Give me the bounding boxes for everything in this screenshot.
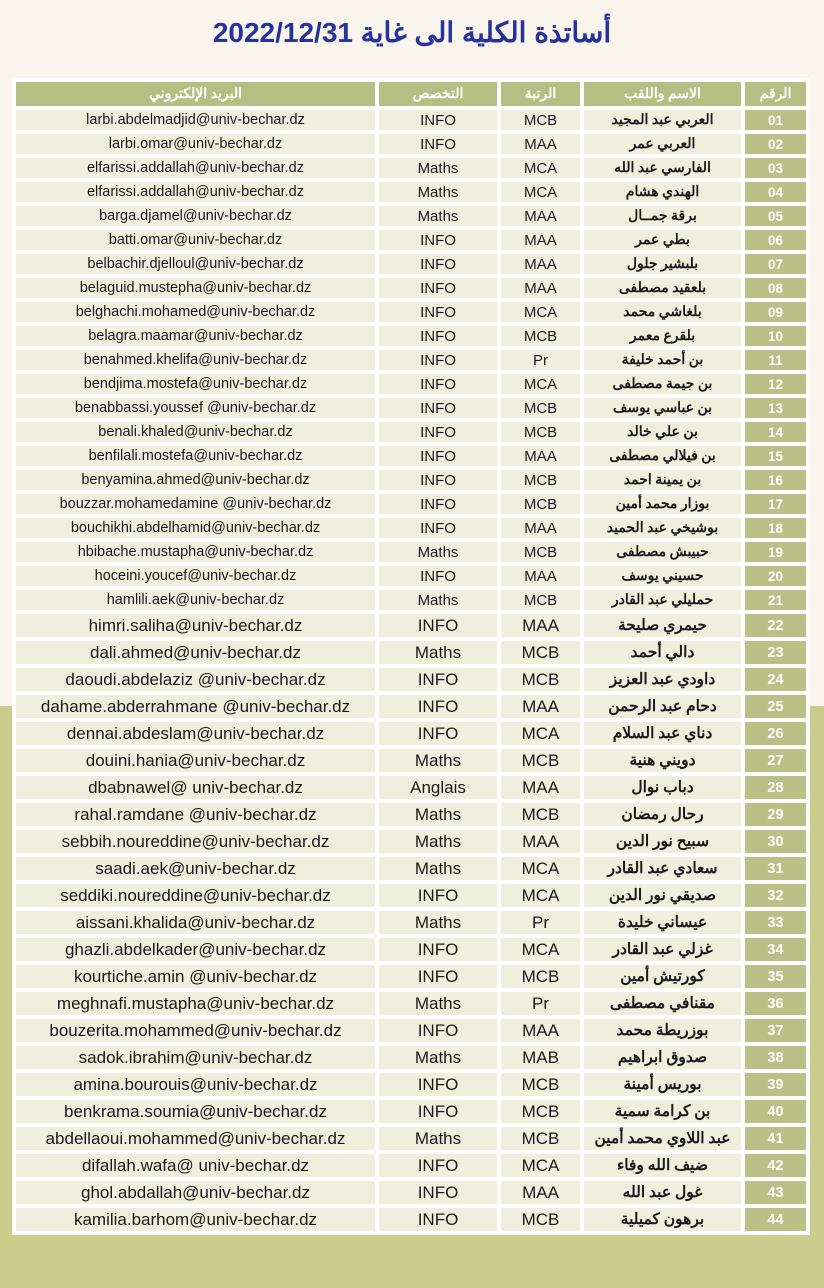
table-row: [16, 1100, 806, 1123]
name-cell: ضيف الله وفاء: [584, 1154, 741, 1177]
name-cell: دباب نوال: [584, 776, 741, 799]
row-number-cell: 16: [745, 470, 806, 490]
rank-cell: MCB: [501, 590, 580, 610]
specialty-cell: INFO: [379, 884, 497, 907]
name-cell: دالي أحمد: [584, 641, 741, 664]
table-row: [16, 230, 806, 250]
specialty-cell: Maths: [379, 803, 497, 826]
email-cell: abdellaoui.mohammed@univ-bechar.dz: [16, 1127, 375, 1150]
rank-cell: MCB: [501, 398, 580, 418]
specialty-cell: Maths: [379, 641, 497, 664]
email-cell: aissani.khalida@univ-bechar.dz: [16, 911, 375, 934]
email-cell: hoceini.youcef@univ-bechar.dz: [16, 566, 375, 586]
specialty-cell: INFO: [379, 566, 497, 586]
row-number-cell: 05: [745, 206, 806, 226]
table-row: [16, 938, 806, 961]
table-row: [16, 1208, 806, 1231]
email-cell: larbi.omar@univ-bechar.dz: [16, 134, 375, 154]
table-row: [16, 1073, 806, 1096]
email-cell: hbibache.mustapha@univ-bechar.dz: [16, 542, 375, 562]
email-cell: sebbih.noureddine@univ-bechar.dz: [16, 830, 375, 853]
row-number-cell: 42: [745, 1154, 806, 1177]
email-cell: saadi.aek@univ-bechar.dz: [16, 857, 375, 880]
rank-cell: Pr: [501, 911, 580, 934]
specialty-cell: INFO: [379, 1019, 497, 1042]
email-cell: belbachir.djelloul@univ-bechar.dz: [16, 254, 375, 274]
specialty-cell: INFO: [379, 518, 497, 538]
table-row: [16, 1019, 806, 1042]
rank-cell: MCB: [501, 749, 580, 772]
table-row: [16, 1046, 806, 1069]
name-cell: العربي عبد المجيد: [584, 110, 741, 130]
row-number-cell: 38: [745, 1046, 806, 1069]
specialty-cell: INFO: [379, 422, 497, 442]
row-number-cell: 41: [745, 1127, 806, 1150]
specialty-cell: INFO: [379, 938, 497, 961]
rank-cell: MCB: [501, 1127, 580, 1150]
email-cell: hamlili.aek@univ-bechar.dz: [16, 590, 375, 610]
rank-cell: MAB: [501, 1046, 580, 1069]
email-cell: meghnafi.mustapha@univ-bechar.dz: [16, 992, 375, 1015]
email-cell: benahmed.khelifa@univ-bechar.dz: [16, 350, 375, 370]
email-cell: douini.hania@univ-bechar.dz: [16, 749, 375, 772]
rank-cell: MCB: [501, 422, 580, 442]
header-rank: الرتبة: [501, 82, 580, 106]
name-cell: بوشيخي عبد الحميد: [584, 518, 741, 538]
rank-cell: MAA: [501, 230, 580, 250]
row-number-cell: 21: [745, 590, 806, 610]
name-cell: صديقي نور الدين: [584, 884, 741, 907]
email-cell: himri.saliha@univ-bechar.dz: [16, 614, 375, 637]
name-cell: صدوق ابراهيم: [584, 1046, 741, 1069]
table-row: [16, 182, 806, 202]
table-row: [16, 374, 806, 394]
name-cell: بلقرع معمر: [584, 326, 741, 346]
rank-cell: MCB: [501, 470, 580, 490]
table-row: [16, 857, 806, 880]
table-row: [16, 884, 806, 907]
table-row: [16, 518, 806, 538]
specialty-cell: INFO: [379, 965, 497, 988]
email-cell: rahal.ramdane @univ-bechar.dz: [16, 803, 375, 826]
name-cell: حبيبش مصطفى: [584, 542, 741, 562]
rank-cell: MAA: [501, 134, 580, 154]
name-cell: بوزار محمد أمين: [584, 494, 741, 514]
specialty-cell: INFO: [379, 1208, 497, 1231]
table-row: [16, 776, 806, 799]
row-number-cell: 36: [745, 992, 806, 1015]
header-number: الرقم: [745, 82, 806, 106]
rank-cell: MCB: [501, 803, 580, 826]
rank-cell: MCA: [501, 374, 580, 394]
table-row: [16, 566, 806, 586]
name-cell: مقنافي مصطفى: [584, 992, 741, 1015]
rank-cell: MCB: [501, 641, 580, 664]
email-cell: benfilali.mostefa@univ-bechar.dz: [16, 446, 375, 466]
rank-cell: MCB: [501, 1073, 580, 1096]
rank-cell: MCA: [501, 857, 580, 880]
email-cell: belaguid.mustepha@univ-bechar.dz: [16, 278, 375, 298]
name-cell: بطي عمر: [584, 230, 741, 250]
specialty-cell: Maths: [379, 206, 497, 226]
specialty-cell: Maths: [379, 749, 497, 772]
rank-cell: MCB: [501, 1208, 580, 1231]
header-email: البريد الإلكتروني: [16, 82, 375, 106]
header-name: الاسم واللقب: [584, 82, 741, 106]
table-row: [16, 542, 806, 562]
row-number-cell: 34: [745, 938, 806, 961]
table-row: [16, 641, 806, 664]
table-row: [16, 302, 806, 322]
table-row: [16, 326, 806, 346]
rank-cell: MAA: [501, 446, 580, 466]
table-row: [16, 110, 806, 130]
name-cell: سبيح نور الدين: [584, 830, 741, 853]
table-row: [16, 1127, 806, 1150]
rank-cell: MCA: [501, 938, 580, 961]
table-row: [16, 668, 806, 691]
table-row: [16, 422, 806, 442]
email-cell: sadok.ibrahim@univ-bechar.dz: [16, 1046, 375, 1069]
name-cell: غول عبد الله: [584, 1181, 741, 1204]
row-number-cell: 17: [745, 494, 806, 514]
table-row: [16, 695, 806, 718]
email-cell: barga.djamel@univ-bechar.dz: [16, 206, 375, 226]
row-number-cell: 31: [745, 857, 806, 880]
specialty-cell: INFO: [379, 494, 497, 514]
specialty-cell: INFO: [379, 1100, 497, 1123]
name-cell: سعادي عبد القادر: [584, 857, 741, 880]
specialty-cell: Anglais: [379, 776, 497, 799]
email-cell: batti.omar@univ-bechar.dz: [16, 230, 375, 250]
name-cell: بن أحمد خليفة: [584, 350, 741, 370]
specialty-cell: INFO: [379, 278, 497, 298]
table-header-row: [16, 82, 806, 106]
specialty-cell: INFO: [379, 1181, 497, 1204]
rank-cell: MCA: [501, 158, 580, 178]
name-cell: بوزريطة محمد: [584, 1019, 741, 1042]
row-number-cell: 18: [745, 518, 806, 538]
name-cell: بلغاشي محمد: [584, 302, 741, 322]
email-cell: dahame.abderrahmane @univ-bechar.dz: [16, 695, 375, 718]
row-number-cell: 20: [745, 566, 806, 586]
specialty-cell: INFO: [379, 302, 497, 322]
specialty-cell: Maths: [379, 1127, 497, 1150]
name-cell: الفارسي عبد الله: [584, 158, 741, 178]
email-cell: bouzzar.mohamedamine @univ-bechar.dz: [16, 494, 375, 514]
name-cell: دويني هنية: [584, 749, 741, 772]
row-number-cell: 37: [745, 1019, 806, 1042]
rank-cell: Pr: [501, 350, 580, 370]
table-row: [16, 1154, 806, 1177]
specialty-cell: Maths: [379, 1046, 497, 1069]
rank-cell: MCA: [501, 1154, 580, 1177]
email-cell: benali.khaled@univ-bechar.dz: [16, 422, 375, 442]
row-number-cell: 33: [745, 911, 806, 934]
row-number-cell: 35: [745, 965, 806, 988]
rank-cell: MAA: [501, 278, 580, 298]
rank-cell: MCA: [501, 722, 580, 745]
specialty-cell: Maths: [379, 911, 497, 934]
specialty-cell: INFO: [379, 470, 497, 490]
row-number-cell: 22: [745, 614, 806, 637]
row-number-cell: 25: [745, 695, 806, 718]
rank-cell: MAA: [501, 776, 580, 799]
specialty-cell: Maths: [379, 542, 497, 562]
row-number-cell: 12: [745, 374, 806, 394]
rank-cell: MCA: [501, 182, 580, 202]
rank-cell: MCA: [501, 302, 580, 322]
rank-cell: MAA: [501, 254, 580, 274]
name-cell: رحال رمضان: [584, 803, 741, 826]
email-cell: difallah.wafa@ univ-bechar.dz: [16, 1154, 375, 1177]
specialty-cell: INFO: [379, 446, 497, 466]
name-cell: الهندي هشام: [584, 182, 741, 202]
table-row: [16, 992, 806, 1015]
name-cell: برهون كميلية: [584, 1208, 741, 1231]
name-cell: بن عباسي يوسف: [584, 398, 741, 418]
name-cell: حسيني يوسف: [584, 566, 741, 586]
rank-cell: MCB: [501, 110, 580, 130]
email-cell: elfarissi.addallah@univ-bechar.dz: [16, 158, 375, 178]
rank-cell: MCB: [501, 494, 580, 514]
rank-cell: MAA: [501, 695, 580, 718]
specialty-cell: Maths: [379, 857, 497, 880]
rank-cell: MAA: [501, 206, 580, 226]
name-cell: بلبشير جلول: [584, 254, 741, 274]
table-row: [16, 470, 806, 490]
row-number-cell: 03: [745, 158, 806, 178]
email-cell: bouzerita.mohammed@univ-bechar.dz: [16, 1019, 375, 1042]
specialty-cell: INFO: [379, 254, 497, 274]
name-cell: برقة جمــال: [584, 206, 741, 226]
page-title: أساتذة الكلية الى غاية 2022/12/31: [212, 17, 612, 48]
rank-cell: MAA: [501, 830, 580, 853]
specialty-cell: INFO: [379, 722, 497, 745]
specialty-cell: INFO: [379, 110, 497, 130]
header-specialty: التخصص: [379, 82, 497, 106]
row-number-cell: 06: [745, 230, 806, 250]
table-row: [16, 158, 806, 178]
table-row: [16, 911, 806, 934]
name-cell: بن كرامة سمية: [584, 1100, 741, 1123]
row-number-cell: 09: [745, 302, 806, 322]
specialty-cell: INFO: [379, 350, 497, 370]
email-cell: benyamina.ahmed@univ-bechar.dz: [16, 470, 375, 490]
email-cell: dennai.abdeslam@univ-bechar.dz: [16, 722, 375, 745]
email-cell: belghachi.mohamed@univ-bechar.dz: [16, 302, 375, 322]
name-cell: كورتيش أمين: [584, 965, 741, 988]
row-number-cell: 13: [745, 398, 806, 418]
table-row: [16, 614, 806, 637]
row-number-cell: 44: [745, 1208, 806, 1231]
name-cell: بن جيمة مصطفى: [584, 374, 741, 394]
email-cell: benabbassi.youssef @univ-bechar.dz: [16, 398, 375, 418]
rank-cell: MAA: [501, 518, 580, 538]
rank-cell: MCB: [501, 965, 580, 988]
table-row: [16, 350, 806, 370]
rank-cell: MCB: [501, 1100, 580, 1123]
email-cell: belagra.maamar@univ-bechar.dz: [16, 326, 375, 346]
name-cell: العربي عمر: [584, 134, 741, 154]
row-number-cell: 14: [745, 422, 806, 442]
rank-cell: MAA: [501, 566, 580, 586]
table-row: [16, 206, 806, 226]
specialty-cell: INFO: [379, 1073, 497, 1096]
email-cell: ghol.abdallah@univ-bechar.dz: [16, 1181, 375, 1204]
table-row: [16, 749, 806, 772]
specialty-cell: INFO: [379, 668, 497, 691]
email-cell: elfarissi.addallah@univ-bechar.dz: [16, 182, 375, 202]
row-number-cell: 24: [745, 668, 806, 691]
rank-cell: MCB: [501, 668, 580, 691]
row-number-cell: 28: [745, 776, 806, 799]
row-number-cell: 19: [745, 542, 806, 562]
specialty-cell: INFO: [379, 326, 497, 346]
name-cell: بلعقيد مصطفى: [584, 278, 741, 298]
email-cell: ghazli.abdelkader@univ-bechar.dz: [16, 938, 375, 961]
specialty-cell: INFO: [379, 614, 497, 637]
row-number-cell: 39: [745, 1073, 806, 1096]
row-number-cell: 11: [745, 350, 806, 370]
specialty-cell: INFO: [379, 398, 497, 418]
rank-cell: MAA: [501, 614, 580, 637]
name-cell: دناي عبد السلام: [584, 722, 741, 745]
email-cell: daoudi.abdelaziz @univ-bechar.dz: [16, 668, 375, 691]
row-number-cell: 02: [745, 134, 806, 154]
table-row: [16, 965, 806, 988]
name-cell: غزلي عبد القادر: [584, 938, 741, 961]
row-number-cell: 29: [745, 803, 806, 826]
row-number-cell: 27: [745, 749, 806, 772]
rank-cell: MAA: [501, 1019, 580, 1042]
table-row: [16, 722, 806, 745]
rank-cell: Pr: [501, 992, 580, 1015]
specialty-cell: Maths: [379, 992, 497, 1015]
email-cell: kamilia.barhom@univ-bechar.dz: [16, 1208, 375, 1231]
row-number-cell: 15: [745, 446, 806, 466]
name-cell: بن فيلالي مصطفى: [584, 446, 741, 466]
rank-cell: MCB: [501, 326, 580, 346]
table-row: [16, 1181, 806, 1204]
rank-cell: MCA: [501, 884, 580, 907]
row-number-cell: 04: [745, 182, 806, 202]
row-number-cell: 01: [745, 110, 806, 130]
table-row: [16, 398, 806, 418]
specialty-cell: Maths: [379, 182, 497, 202]
name-cell: حمليلي عبد القادر: [584, 590, 741, 610]
rank-cell: MCB: [501, 542, 580, 562]
specialty-cell: INFO: [379, 230, 497, 250]
row-number-cell: 10: [745, 326, 806, 346]
specialty-cell: Maths: [379, 158, 497, 178]
email-cell: larbi.abdelmadjid@univ-bechar.dz: [16, 110, 375, 130]
name-cell: بن يمينة احمد: [584, 470, 741, 490]
name-cell: عيساني خليدة: [584, 911, 741, 934]
specialty-cell: Maths: [379, 830, 497, 853]
name-cell: دحام عبد الرحمن: [584, 695, 741, 718]
name-cell: داودي عبد العزيز: [584, 668, 741, 691]
table-row: [16, 278, 806, 298]
table-row: [16, 494, 806, 514]
email-cell: dbabnawel@ univ-bechar.dz: [16, 776, 375, 799]
table-row: [16, 803, 806, 826]
table-row: [16, 446, 806, 466]
row-number-cell: 32: [745, 884, 806, 907]
row-number-cell: 08: [745, 278, 806, 298]
specialty-cell: INFO: [379, 1154, 497, 1177]
row-number-cell: 26: [745, 722, 806, 745]
email-cell: seddiki.noureddine@univ-bechar.dz: [16, 884, 375, 907]
email-cell: bouchikhi.abdelhamid@univ-bechar.dz: [16, 518, 375, 538]
row-number-cell: 43: [745, 1181, 806, 1204]
name-cell: بن علي خالد: [584, 422, 741, 442]
name-cell: عبد اللاوي محمد أمين: [584, 1127, 741, 1150]
email-cell: kourtiche.amin @univ-bechar.dz: [16, 965, 375, 988]
specialty-cell: Maths: [379, 590, 497, 610]
table-row: [16, 830, 806, 853]
email-cell: amina.bourouis@univ-bechar.dz: [16, 1073, 375, 1096]
rank-cell: MAA: [501, 1181, 580, 1204]
specialty-cell: INFO: [379, 374, 497, 394]
email-cell: dali.ahmed@univ-bechar.dz: [16, 641, 375, 664]
table-row: [16, 590, 806, 610]
table-row: [16, 134, 806, 154]
name-cell: حيمري صليحة: [584, 614, 741, 637]
specialty-cell: INFO: [379, 695, 497, 718]
faculty-table: [12, 78, 810, 1235]
email-cell: bendjima.mostefa@univ-bechar.dz: [16, 374, 375, 394]
specialty-cell: INFO: [379, 134, 497, 154]
row-number-cell: 30: [745, 830, 806, 853]
name-cell: بوريس أمينة: [584, 1073, 741, 1096]
row-number-cell: 07: [745, 254, 806, 274]
email-cell: benkrama.soumia@univ-bechar.dz: [16, 1100, 375, 1123]
table-row: [16, 254, 806, 274]
row-number-cell: 40: [745, 1100, 806, 1123]
row-number-cell: 23: [745, 641, 806, 664]
